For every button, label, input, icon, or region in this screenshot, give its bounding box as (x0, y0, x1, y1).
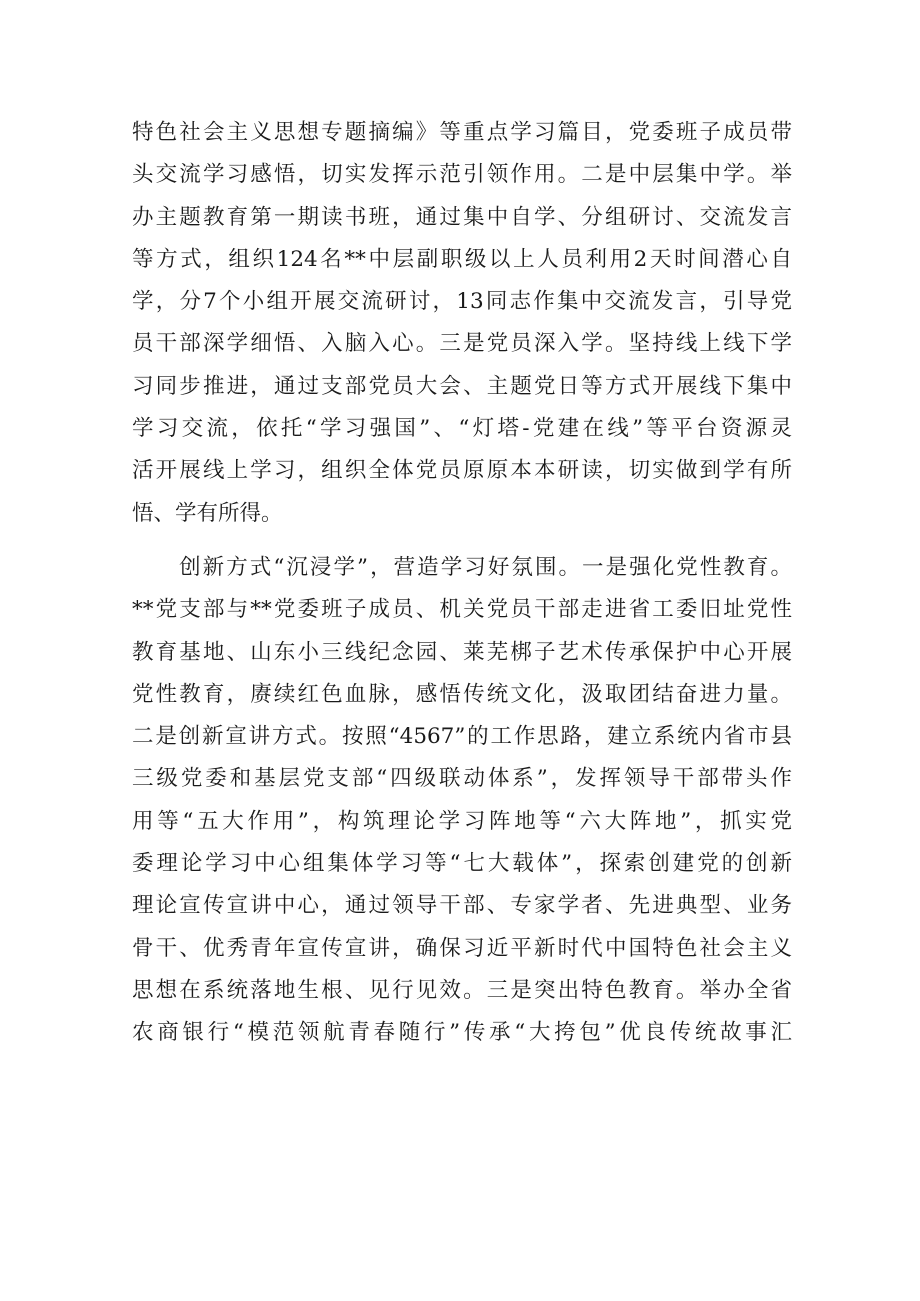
text-line: 习同步推进，通过支部党员大会、主题党日等方式开展线下集中 (132, 373, 792, 399)
text-line: **党支部与**党委班子成员、机关党员干部走进省工委旧址党性 (132, 597, 792, 623)
text-line: 特色社会主义思想专题摘编》等重点学习篇目，党委班子成员带 (132, 120, 792, 145)
paragraph (132, 112, 792, 535)
text-line: 骨干、优秀青年宣传宣讲，确保习近平新时代中国特色社会主义 (132, 935, 792, 961)
text-line: 委理论学习中心组集体学习等“七大载体”，探索创建党的创新 (132, 851, 792, 877)
text-line: 办主题教育第一期读书班，通过集中自学、分组研讨、交流发言 (132, 204, 792, 230)
text-line: 活开展线上学习，组织全体党员原原本本研读，切实做到学有所 (132, 458, 792, 484)
text-line: 党性教育，赓续红色血脉，感悟传统文化，汲取团结奋进力量。 (132, 681, 792, 707)
text-line: 理论宣传宣讲中心，通过领导干部、专家学者、先进典型、业务 (132, 893, 792, 919)
text-line: 用等“五大作用”，构筑理论学习阵地等“六大阵地”，抓实党 (132, 808, 792, 834)
text-line: 员干部深学细悟、入脑入心。三是党员深入学。坚持线上线下学 (132, 331, 792, 357)
text-line: 创新方式“沉浸学”，营造学习好氛围。一是强化党性教育。 (132, 554, 792, 580)
document-body (132, 112, 792, 1055)
text-line: 学，分7个小组开展交流研讨，13同志作集中交流发言，引导党 (132, 289, 792, 315)
text-line: 悟、学有所得。 (132, 500, 283, 526)
text-line: 学习交流，依托“学习强国”、“灯塔-党建在线”等平台资源灵 (132, 416, 792, 442)
paragraph (132, 547, 792, 1055)
text-line: 思想在系统落地生根、见行见效。三是突出特色教育。举办全省 (132, 977, 792, 1003)
paragraph-spacing (132, 535, 792, 547)
text-line: 教育基地、山东小三线纪念园、莱芜梆子艺术传承保护中心开展 (132, 639, 792, 665)
text-line: 三级党委和基层党支部“四级联动体系”，发挥领导干部带头作 (132, 766, 792, 792)
text-line: 农商银行“模范领航青春随行”传承“大挎包”优良传统故事汇 (132, 1020, 792, 1046)
text-line: 等方式，组织124名**中层副职级以上人员利用2天时间潜心自 (132, 246, 792, 272)
text-line: 二是创新宣讲方式。按照“4567”的工作思路，建立系统内省市县 (132, 724, 792, 750)
text-line: 头交流学习感悟，切实发挥示范引领作用。二是中层集中学。举 (132, 162, 792, 188)
